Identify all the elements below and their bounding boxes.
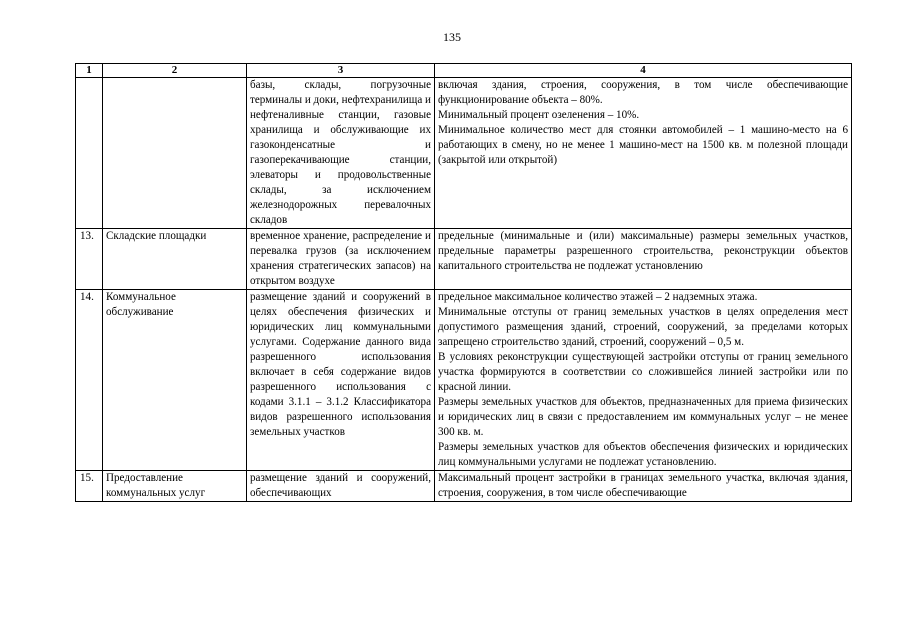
header-col-1: 1 (76, 64, 103, 78)
row-number (76, 78, 103, 229)
table-row (76, 78, 852, 229)
land-use-description: временное хранение, распределение и перевалка грузов (за исключением хранения стратегических запасов) на открытом воздухе (247, 229, 435, 290)
parameter-paragraph: включая здания, строения, сооружения, в том числе обеспечивающие функционирование объекта – 80%. (438, 79, 848, 106)
parameter-paragraph: Размеры земельных участков для объектов обеспечения физических и юридических лиц коммунальными услугами не подлежат установлению. (438, 441, 848, 468)
parameter-paragraph: предельные (минимальные и (или) максимальные) размеры земельных участков, предельные параметры разрешенного строительства, реконструкции объектов капитального строительства не подлежат установлению (438, 230, 848, 272)
land-use-parameters (435, 78, 852, 229)
parameter-paragraph: Максимальный процент застройки в границах земельного участка, включая здания, строения, сооружения, в том числе обеспечивающие (438, 472, 848, 499)
parameter-paragraph: Размеры земельных участков для объектов, предназначенных для приема физических и юридических лиц в связи с предоставлением им коммунальных услуг – не менее 300 кв. м. (438, 396, 848, 438)
land-use-name: Предоставление коммунальных услуг (103, 471, 247, 502)
row-number: 15. (76, 471, 103, 502)
land-use-parameters (435, 290, 852, 471)
land-use-name: Коммунальное обслуживание (103, 290, 247, 471)
parameter-paragraph: Минимальное количество мест для стоянки автомобилей – 1 машино-место на 6 работающих в смену, но не менее 1 машино-мест на 1500 кв. м полезной площади (закрытой или открытой) (438, 124, 848, 166)
row-number: 14. (76, 290, 103, 471)
table-row (76, 471, 852, 502)
header-col-4: 4 (435, 64, 852, 78)
land-use-name: Складские площадки (103, 229, 247, 290)
table-row (76, 229, 852, 290)
row-number: 13. (76, 229, 103, 290)
land-use-parameters (435, 471, 852, 502)
land-use-parameters (435, 229, 852, 290)
land-use-table (75, 63, 852, 502)
parameter-paragraph: В условиях реконструкции существующей застройки отступы от границ земельного участка формируются в соответствии со сложившейся линией застройки или по красной линии. (438, 351, 848, 393)
header-col-2: 2 (103, 64, 247, 78)
table-row (76, 290, 852, 471)
land-use-description: базы, склады, погрузочные терминалы и доки, нефтехранилища и нефтеналивные станции, газовые хранилища и обслуживающие их газоконденсатные и газоперекачивающие станции, элеваторы и продовольственные склады, за исключением железнодорожных перевалочных складов (247, 78, 435, 229)
table-header-row (76, 64, 852, 78)
page-number: 135 (443, 30, 461, 44)
header-col-3: 3 (247, 64, 435, 78)
land-use-description: размещение зданий и сооружений в целях обеспечения физических и юридических лиц коммунальными услугами. Содержание данного вида разрешенного использования включает в себя содержание видов разрешенного использования с кодами 3.1.1 – 3.1.2 Классификатора видов разрешенного использования земельных участков (247, 290, 435, 471)
parameter-paragraph: Минимальные отступы от границ земельных участков в целях определения мест допустимого размещения зданий, строений, сооружений, за пределами которых запрещено строительство зданий, строений, сооружений – 0,5 м. (438, 306, 848, 348)
land-use-description: размещение зданий и сооружений, обеспечивающих (247, 471, 435, 502)
parameter-paragraph: предельное максимальное количество этажей – 2 надземных этажа. (438, 291, 758, 303)
parameter-paragraph: Минимальный процент озеленения – 10%. (438, 109, 640, 121)
land-use-name (103, 78, 247, 229)
